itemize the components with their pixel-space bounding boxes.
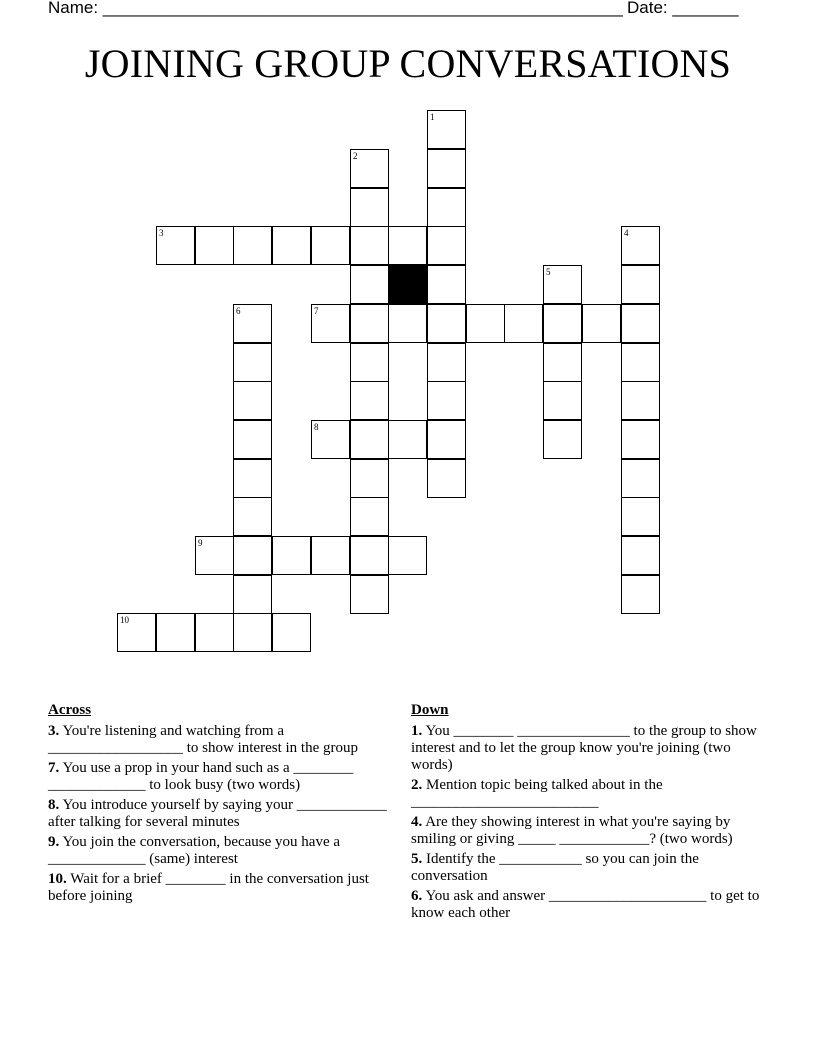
name-field-label: Name: _______________________________________________________	[48, 0, 623, 17]
clue-text: You introduce yourself by saying your ____________ after talking for several minutes	[48, 797, 387, 830]
grid-cell[interactable]	[427, 110, 466, 149]
grid-cell[interactable]	[621, 265, 660, 304]
across-clue	[48, 723, 403, 757]
grid-cell[interactable]	[543, 343, 582, 382]
clue-number: 10	[120, 615, 129, 625]
clue-num: 6.	[411, 888, 423, 904]
grid-cell[interactable]	[272, 613, 311, 652]
clue-num: 9.	[48, 834, 60, 850]
clue-number: 3	[159, 228, 164, 238]
date-field-label: Date: _______	[627, 0, 739, 17]
grid-cell[interactable]	[543, 420, 582, 459]
grid-cell[interactable]	[311, 304, 350, 343]
grid-cell[interactable]	[233, 343, 272, 382]
grid-cell[interactable]	[350, 188, 389, 227]
clue-number: 8	[314, 422, 319, 432]
grid-cell[interactable]	[350, 381, 389, 420]
grid-cell[interactable]	[427, 265, 466, 304]
grid-cell[interactable]	[427, 149, 466, 188]
across-clue	[48, 834, 403, 868]
grid-cell[interactable]	[621, 536, 660, 575]
clue-number: 6	[236, 306, 241, 316]
clue-num: 10.	[48, 871, 67, 887]
grid-cell[interactable]	[195, 536, 234, 575]
clue-text: You join the conversation, because you have a _____________ (same) interest	[48, 834, 341, 867]
clue-text: You ask and answer _____________________ to get to know each other	[411, 888, 760, 921]
grid-cell[interactable]	[427, 304, 466, 343]
grid-cell[interactable]	[156, 226, 195, 265]
grid-cell[interactable]	[388, 420, 427, 459]
grid-cell[interactable]	[233, 497, 272, 536]
grid-cell[interactable]	[350, 149, 389, 188]
grid-cell[interactable]	[621, 381, 660, 420]
grid-cell[interactable]	[621, 226, 660, 265]
grid-cell[interactable]	[543, 265, 582, 304]
down-clue	[411, 851, 776, 885]
across-heading: Across	[48, 702, 92, 718]
grid-cell[interactable]	[350, 459, 389, 498]
clue-number: 7	[314, 306, 319, 316]
grid-cell[interactable]	[233, 381, 272, 420]
clue-text: You're listening and watching from a __________________ to show interest in the group	[48, 723, 358, 756]
grid-cell[interactable]	[582, 304, 621, 343]
grid-cell[interactable]	[350, 343, 389, 382]
clue-number: 5	[546, 267, 551, 277]
down-clue	[411, 888, 776, 922]
grid-cell[interactable]	[195, 613, 234, 652]
grid-cell[interactable]	[117, 613, 156, 652]
grid-cell[interactable]	[272, 536, 311, 575]
clue-num: 1.	[411, 723, 423, 739]
down-heading: Down	[411, 702, 449, 718]
down-clue	[411, 777, 776, 811]
grid-cell[interactable]	[621, 459, 660, 498]
across-clue	[48, 871, 403, 905]
across-clues	[48, 702, 403, 908]
clue-text: Wait for a brief ________ in the conversation just before joining	[48, 871, 369, 904]
grid-cell[interactable]	[388, 304, 427, 343]
down-clue	[411, 723, 776, 774]
clue-number: 4	[624, 228, 629, 238]
grid-cell[interactable]	[350, 575, 389, 614]
grid-cell[interactable]	[543, 304, 582, 343]
clue-text: Identify the ___________ so you can join the conversation	[411, 851, 699, 884]
grid-cell[interactable]	[350, 536, 389, 575]
black-square	[388, 265, 427, 304]
down-clue	[411, 814, 776, 848]
grid-cell[interactable]	[156, 613, 195, 652]
clue-text: Are they showing interest in what you're saying by smiling or giving _____ ____________? (two words)	[411, 814, 733, 847]
grid-cell[interactable]	[233, 613, 272, 652]
grid-cell[interactable]	[233, 575, 272, 614]
grid-cell[interactable]	[427, 381, 466, 420]
grid-cell[interactable]	[311, 536, 350, 575]
grid-cell[interactable]	[427, 420, 466, 459]
grid-cell[interactable]	[621, 343, 660, 382]
grid-cell[interactable]	[466, 304, 505, 343]
grid-cell[interactable]	[388, 536, 427, 575]
grid-cell[interactable]	[233, 420, 272, 459]
grid-cell[interactable]	[311, 226, 350, 265]
grid-cell[interactable]	[350, 304, 389, 343]
clue-num: 4.	[411, 814, 423, 830]
clue-number: 9	[198, 538, 203, 548]
puzzle-title: JOINING GROUP CONVERSATIONS	[84, 41, 732, 86]
grid-cell[interactable]	[543, 381, 582, 420]
grid-cell[interactable]	[350, 226, 389, 265]
clue-num: 8.	[48, 797, 60, 813]
grid-cell[interactable]	[233, 459, 272, 498]
clue-text: You use a prop in your hand such as a ________ _____________ to look busy (two words)	[48, 760, 354, 793]
clue-number: 2	[353, 151, 358, 161]
clue-num: 7.	[48, 760, 60, 776]
clue-text: Mention topic being talked about in the _________________________	[411, 777, 663, 810]
across-clue	[48, 760, 403, 794]
grid-cell[interactable]	[427, 188, 466, 227]
grid-cell[interactable]	[427, 343, 466, 382]
grid-cell[interactable]	[233, 536, 272, 575]
grid-cell[interactable]	[621, 304, 660, 343]
grid-cell[interactable]	[621, 420, 660, 459]
grid-cell[interactable]	[350, 265, 389, 304]
grid-cell[interactable]	[504, 304, 543, 343]
clue-text: You ________ _______________ to the group to show interest and to let the group know you're joining (two words)	[411, 723, 757, 773]
grid-cell[interactable]	[388, 226, 427, 265]
grid-cell[interactable]	[195, 226, 234, 265]
clue-num: 2.	[411, 777, 423, 793]
grid-cell[interactable]	[427, 226, 466, 265]
grid-cell[interactable]	[621, 497, 660, 536]
clue-number: 1	[430, 112, 435, 122]
grid-cell[interactable]	[311, 420, 350, 459]
grid-cell[interactable]	[272, 226, 311, 265]
down-clues	[411, 702, 776, 925]
grid-cell[interactable]	[350, 497, 389, 536]
grid-cell[interactable]	[427, 459, 466, 498]
grid-cell[interactable]	[350, 420, 389, 459]
grid-cell[interactable]	[233, 226, 272, 265]
across-clue	[48, 797, 403, 831]
grid-cell[interactable]	[621, 575, 660, 614]
clue-num: 5.	[411, 851, 423, 867]
grid-cell[interactable]	[233, 304, 272, 343]
clue-num: 3.	[48, 723, 60, 739]
